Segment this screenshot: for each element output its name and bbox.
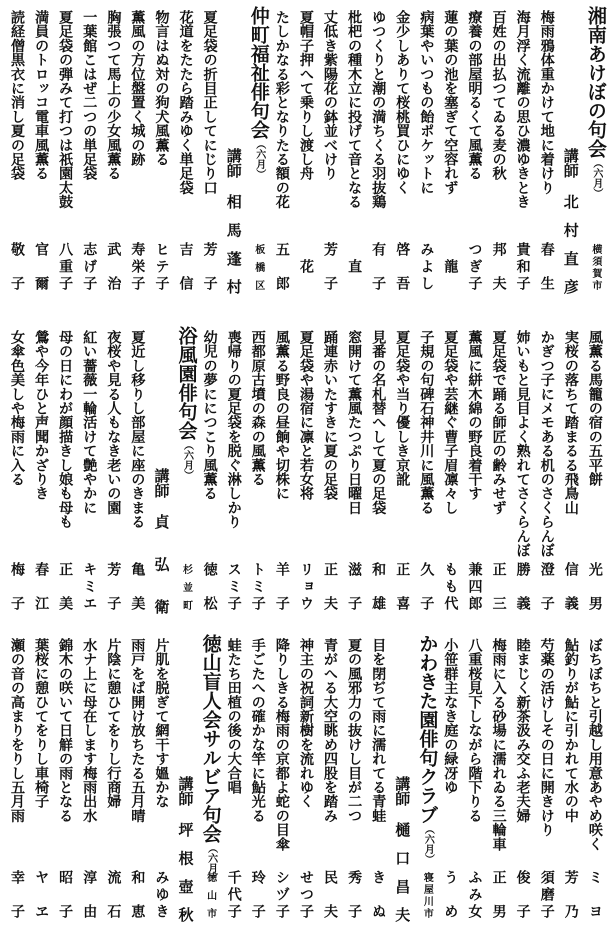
poem-column bbox=[488, 2, 510, 302]
poem-text: 満員のトロッコ電車風薫る bbox=[33, 10, 50, 181]
poem-author: トミ子 bbox=[249, 562, 266, 610]
poem-text: 夏帽子押へて乗りし渡し舟 bbox=[297, 10, 314, 181]
poem-column bbox=[343, 2, 365, 302]
poem-column bbox=[126, 2, 148, 302]
poem-text: 胸張つて馬上の少女風薫る bbox=[105, 10, 122, 181]
section-title bbox=[585, 6, 607, 198]
poem-column bbox=[6, 322, 28, 622]
poem-column bbox=[271, 322, 293, 622]
poem-author: キミエ bbox=[81, 562, 98, 610]
poem-author: 芳子 bbox=[201, 242, 218, 290]
poem-text: かぎつ子にメモある机のさくらんぼ bbox=[538, 330, 555, 558]
section-title-text: 浴風園俳句会 bbox=[175, 326, 198, 440]
poem-author: 昭子 bbox=[57, 870, 74, 918]
poem-author: 澄子 bbox=[538, 562, 555, 610]
poem-column bbox=[536, 2, 558, 302]
poem-author: 秀子 bbox=[346, 870, 363, 918]
poem-author: ふみ女 bbox=[466, 870, 483, 918]
poem-text: 瀬の音の高まりをりし五月雨 bbox=[9, 638, 25, 823]
poem-column bbox=[415, 322, 437, 622]
section-location: 杉並町 bbox=[180, 564, 192, 610]
poem-column bbox=[439, 322, 461, 622]
poem-text: 窓開けて薫風たつぷり日曜日 bbox=[346, 330, 363, 515]
poem-text: 実桜の落ちて踏まるる飛鳥山 bbox=[562, 330, 579, 515]
poem-author: 和雄 bbox=[370, 562, 387, 610]
poem-author: 勝義 bbox=[514, 562, 531, 610]
text-band-middle bbox=[6, 322, 606, 622]
text-band-bottom bbox=[6, 630, 606, 930]
poem-text: 水ナ上に母在します梅雨出水 bbox=[81, 638, 98, 823]
poem-text: 梅雨鴉体重かけて地に着けり bbox=[538, 10, 555, 195]
poem-text: 金少しありて桜桃買ひにゆく bbox=[394, 10, 411, 195]
poem-text: 風薫る野良の昼餉や切株に bbox=[273, 330, 290, 501]
poem-column bbox=[6, 630, 28, 930]
poem-author: 光男 bbox=[586, 562, 603, 610]
poem-column bbox=[54, 630, 76, 930]
poem-text: 百姓の出払つてゐる麦の秋 bbox=[490, 10, 507, 181]
poem-text: 姉いもと見目よく熟れてさくらんぼ bbox=[514, 330, 531, 558]
poem-text: 薫風の方位盤置く城の跡 bbox=[129, 10, 146, 167]
poem-author: 邦夫 bbox=[490, 242, 507, 290]
poem-column bbox=[391, 322, 413, 622]
poem-author: つぎ子 bbox=[466, 242, 483, 290]
poem-text: 鶯や今年ひと声聞かざりき bbox=[33, 330, 50, 501]
poem-author: みゆき bbox=[153, 870, 170, 918]
poem-author: 俊子 bbox=[514, 870, 531, 918]
poem-author: 和恵 bbox=[129, 870, 146, 918]
poem-column bbox=[536, 322, 558, 622]
poem-column bbox=[319, 2, 341, 302]
section-title-column bbox=[415, 630, 437, 930]
poem-author: 滋子 bbox=[346, 562, 363, 610]
poem-author: 八重子 bbox=[57, 242, 74, 290]
poem-text: 西都原古墳の森の風薫る bbox=[249, 330, 266, 487]
poem-column bbox=[584, 630, 606, 930]
poem-author: 武治 bbox=[105, 242, 122, 290]
poem-author: 亀美 bbox=[129, 562, 146, 610]
poem-author: ヒテ子 bbox=[153, 242, 170, 290]
poem-text: 喪帰りの夏足袋を脱ぐ淋しかり bbox=[225, 330, 242, 529]
poem-column bbox=[247, 630, 269, 930]
poem-column bbox=[488, 630, 510, 930]
poem-column bbox=[78, 630, 100, 930]
poem-column bbox=[512, 630, 534, 930]
poem-column bbox=[199, 2, 221, 302]
poem-author: 千代子 bbox=[225, 870, 242, 918]
lecturer-name: 貞弘衛 bbox=[152, 514, 171, 614]
poem-text: 母の日にわが顔描きし娘も母も bbox=[57, 330, 74, 529]
poem-text: 花道をたたら踏みゆく単足袋 bbox=[177, 10, 194, 195]
poem-text: 蓮の葉の池を塞ぎて空容れず bbox=[442, 10, 459, 195]
poem-text: 手ごたへの確かな竿に鮎光る bbox=[249, 638, 266, 823]
poem-column bbox=[584, 322, 606, 622]
poem-text: 夏足袋の折目正してにじり口 bbox=[201, 10, 218, 195]
poem-column bbox=[439, 2, 461, 302]
poem-author: 五郎 bbox=[273, 242, 290, 290]
poem-author: きぬ bbox=[370, 870, 387, 918]
poem-text: 蛙たち田植の後の大合唱 bbox=[225, 638, 242, 795]
poem-text: 一葉館こはぜ二つの単足袋 bbox=[81, 10, 98, 181]
poem-column bbox=[463, 322, 485, 622]
poem-author: せつ子 bbox=[297, 870, 314, 918]
poem-text: 子規の句碑石神井川に風薫る bbox=[418, 330, 435, 515]
section-month: （六月） bbox=[205, 843, 217, 883]
poem-column bbox=[295, 630, 317, 930]
poem-author: 貴和子 bbox=[514, 242, 531, 290]
poem-text: 風薫る馬籠の宿の五平餅 bbox=[586, 330, 603, 487]
poem-column bbox=[247, 322, 269, 622]
poem-text: 葉桜に憩ひてをりし車椅子 bbox=[33, 638, 50, 809]
poem-text: 夏の風邪力の抜けし目が二つ bbox=[346, 638, 363, 823]
poem-column bbox=[367, 630, 389, 930]
lecturer-name: 坪根壺秋 bbox=[176, 822, 195, 922]
lecturer-label: 講師 bbox=[561, 148, 580, 178]
poem-column bbox=[536, 630, 558, 930]
poem-author: 幸子 bbox=[9, 870, 25, 918]
poem-column bbox=[54, 2, 76, 302]
poem-text: 女傘色美しや梅雨に入る bbox=[9, 330, 25, 487]
poem-author: 淳由 bbox=[81, 870, 98, 918]
section-title-column bbox=[247, 2, 269, 302]
poem-column bbox=[367, 322, 389, 622]
poem-author: 兼四郎 bbox=[466, 562, 483, 610]
poem-author: うめ bbox=[442, 870, 459, 918]
text-band-top bbox=[6, 2, 606, 302]
section-title bbox=[248, 6, 270, 179]
poem-column bbox=[223, 630, 245, 930]
section-title bbox=[416, 634, 438, 864]
poem-text: 睦まじく新茶汲み交ふ老夫婦 bbox=[514, 638, 531, 823]
poem-author: 正美 bbox=[57, 562, 74, 610]
poem-text: 見番の名札替へして夏の足袋 bbox=[370, 330, 387, 515]
lecturer-column bbox=[223, 2, 245, 302]
poem-author: ミヨ bbox=[586, 870, 603, 918]
poem-author: 正男 bbox=[490, 870, 507, 918]
section-month: （六月） bbox=[181, 440, 193, 480]
section-location: 板橋区 bbox=[252, 244, 264, 290]
poem-column bbox=[415, 2, 437, 302]
poem-text: 片肌を脱ぎて網干す媼かな bbox=[153, 638, 170, 809]
poem-column bbox=[463, 2, 485, 302]
poem-column bbox=[126, 630, 148, 930]
lecturer-label: 講師 bbox=[393, 776, 412, 806]
lecturer-name: 相馬蓬村 bbox=[224, 194, 243, 294]
section-title bbox=[200, 634, 222, 883]
poem-text: 鮎釣りが鮎に引かれて水の中 bbox=[562, 638, 579, 823]
poem-column bbox=[512, 322, 534, 622]
poem-author: 直 bbox=[346, 259, 363, 273]
poem-column bbox=[30, 322, 52, 622]
poem-author: 吉信 bbox=[177, 242, 194, 290]
poem-author: みよし bbox=[418, 242, 435, 290]
poem-text: 丈低き紫陽花の鉢並べけり bbox=[322, 10, 339, 181]
poem-author: 有子 bbox=[370, 242, 387, 290]
section-month: （六月） bbox=[590, 158, 602, 198]
poem-column bbox=[271, 2, 293, 302]
section-title-column bbox=[199, 630, 221, 930]
poem-text: 夏近し移りし部屋に座のきまる bbox=[129, 330, 146, 529]
section-title-text: 徳山盲人会サルビア句会 bbox=[199, 634, 222, 843]
poem-column bbox=[391, 2, 413, 302]
poem-author: 敬子 bbox=[9, 242, 25, 290]
poem-text: 物言はぬ対の狗犬風薫る bbox=[153, 10, 170, 167]
poem-column bbox=[488, 322, 510, 622]
poem-column bbox=[223, 322, 245, 622]
poem-author: 久子 bbox=[418, 562, 435, 610]
poem-author: 芳子 bbox=[322, 242, 339, 290]
poem-author: 正三 bbox=[490, 562, 507, 610]
poem-column bbox=[30, 2, 52, 302]
poem-column bbox=[319, 630, 341, 930]
poem-column bbox=[54, 322, 76, 622]
poem-text: 夏足袋や芸継ぐ曹子眉凛々し bbox=[442, 330, 459, 515]
poem-text: 枇杷の種木立に投げて音となる bbox=[346, 10, 363, 209]
poem-author: 須磨子 bbox=[538, 870, 555, 918]
poem-author: リョウ bbox=[297, 562, 314, 610]
lecturer-label: 講師 bbox=[176, 776, 195, 806]
lecturer-column bbox=[391, 630, 413, 930]
poem-text: 幼児の夢ににつこり風薫る bbox=[201, 330, 218, 501]
poem-column bbox=[175, 2, 197, 302]
poem-column bbox=[150, 630, 172, 930]
section-month: （六月） bbox=[253, 139, 265, 179]
section-title-text: 湘南あけぼの句会 bbox=[584, 6, 607, 158]
section-month: （六月） bbox=[422, 824, 434, 864]
lecturer-column bbox=[150, 322, 172, 622]
poem-author: 芳子 bbox=[105, 562, 122, 610]
section-title-column bbox=[584, 2, 606, 302]
poem-text: 海月浮く流離の思ひ濃ゆきとき bbox=[514, 10, 531, 209]
lecturer-column bbox=[175, 630, 197, 930]
lecturer-column bbox=[560, 2, 582, 302]
poem-text: 夏足袋の弾みて打つは祇園太鼓 bbox=[57, 10, 74, 209]
poem-text: たしかなる彩となりたる額の花 bbox=[273, 10, 290, 209]
poem-text: 踊連赤いたすきに夏の足袋 bbox=[322, 330, 339, 501]
poem-text: 療養の部屋明るくて風薫る bbox=[466, 10, 483, 181]
poem-column bbox=[6, 2, 28, 302]
poem-text: 夏足袋や当り優しき京訛 bbox=[394, 330, 411, 487]
poem-text: 夏足袋で踊る師匠の齢みせず bbox=[490, 330, 507, 515]
poem-column bbox=[439, 630, 461, 930]
poem-text: 目を閉ぢて雨に濡れてる青蛙 bbox=[370, 638, 387, 823]
poem-author: 啓吾 bbox=[394, 242, 411, 290]
poem-text: 降りしきる梅雨の京都よ蛇の目傘 bbox=[273, 638, 290, 851]
poem-column bbox=[560, 630, 582, 930]
poem-author: 官爾 bbox=[33, 242, 50, 290]
poem-text: 紅い薔薇一輪活けて艶やかに bbox=[81, 330, 98, 515]
poem-column bbox=[463, 630, 485, 930]
poem-author: 花 bbox=[297, 259, 314, 273]
poem-column bbox=[199, 322, 221, 622]
poem-column bbox=[150, 2, 172, 302]
poem-author: もも代 bbox=[442, 562, 459, 610]
poem-column bbox=[78, 322, 100, 622]
poem-author: 流石 bbox=[105, 870, 122, 918]
poem-text: 小笹群主なき庭の緑冴ゆ bbox=[442, 638, 459, 795]
poem-author: 芳乃 bbox=[562, 870, 579, 918]
poem-author: 寿栄子 bbox=[129, 242, 146, 290]
poem-column bbox=[343, 322, 365, 622]
poem-author: 龍 bbox=[442, 259, 459, 273]
poem-column bbox=[512, 2, 534, 302]
poem-column bbox=[367, 2, 389, 302]
poem-author: 志げ子 bbox=[81, 242, 98, 290]
poem-column bbox=[271, 630, 293, 930]
poem-author: 羊子 bbox=[273, 562, 290, 610]
poem-author: 春生 bbox=[538, 242, 555, 290]
section-title-text: 仲町福祉俳句会 bbox=[247, 6, 270, 139]
section-location: 横須賀市 bbox=[589, 244, 601, 290]
poem-text: 薫風に絣木綿の野良着干す bbox=[466, 330, 483, 501]
poem-column bbox=[102, 630, 124, 930]
section-title-column bbox=[175, 322, 197, 622]
lecturer-label: 講師 bbox=[224, 148, 243, 178]
poem-author: 春江 bbox=[33, 562, 50, 610]
poem-text: 片陰に憩ひてをりし行商婦 bbox=[105, 638, 122, 809]
section-title-text: かわきた園俳句クラブ bbox=[416, 634, 439, 824]
poem-column bbox=[102, 2, 124, 302]
poem-column bbox=[102, 322, 124, 622]
poem-author: 梅子 bbox=[9, 562, 25, 610]
section-location: 徳山市 bbox=[204, 872, 216, 918]
poem-text: 雨戸をば開け放ちたる五月晴 bbox=[129, 638, 146, 823]
poem-text: 神主の祝詞新樹を流れゆく bbox=[297, 638, 314, 809]
poem-author: 玲子 bbox=[249, 870, 266, 918]
poem-column bbox=[126, 322, 148, 622]
poem-author: シヅ子 bbox=[273, 870, 290, 918]
lecturer-name: 樋口昌夫 bbox=[393, 822, 412, 922]
poem-column bbox=[30, 630, 52, 930]
poem-author: スミ子 bbox=[225, 562, 242, 610]
poem-text: 梅雨に入る砂場に濡れゐる三輪車 bbox=[490, 638, 507, 851]
poem-text: 夏足袋や湯宿に凛と若女将 bbox=[297, 330, 314, 501]
poem-author: 徳松 bbox=[201, 562, 218, 610]
poem-column bbox=[295, 2, 317, 302]
poem-column bbox=[343, 630, 365, 930]
poem-text: 夜桜や見る人もなき老いの園 bbox=[105, 330, 122, 515]
poem-author: ヤヱ bbox=[33, 870, 50, 918]
section-location: 寝屋川市 bbox=[421, 872, 433, 918]
poem-text: 青がへる大空眺め四股を踏み bbox=[322, 638, 339, 823]
poem-author: 正喜 bbox=[394, 562, 411, 610]
poem-column bbox=[319, 322, 341, 622]
poem-column bbox=[295, 322, 317, 622]
poem-author: 民夫 bbox=[322, 870, 339, 918]
poem-author: 信義 bbox=[562, 562, 579, 610]
poem-text: 病葉やいつもの飴ポケットに bbox=[418, 10, 435, 195]
section-title bbox=[176, 326, 198, 480]
poem-text: ぼちぼちと引越し用意あやめ咲く bbox=[586, 638, 603, 851]
poem-text: ゆつくりと潮の満ちくる羽抜鶏 bbox=[370, 10, 387, 209]
poem-text: 読経僧黒衣に消し夏の足袋 bbox=[9, 10, 25, 181]
poem-text: 錦木の咲いて日觧の雨となる bbox=[57, 638, 74, 823]
poem-text: 芍薬の活けしその日に開きけり bbox=[538, 638, 555, 837]
poem-column bbox=[560, 322, 582, 622]
poem-text: 八重桜見下しながら階下りる bbox=[466, 638, 483, 823]
poem-column bbox=[78, 2, 100, 302]
lecturer-label: 講師 bbox=[152, 468, 171, 498]
lecturer-name: 北村直彦 bbox=[561, 194, 580, 294]
poem-author: 正夫 bbox=[322, 562, 339, 610]
